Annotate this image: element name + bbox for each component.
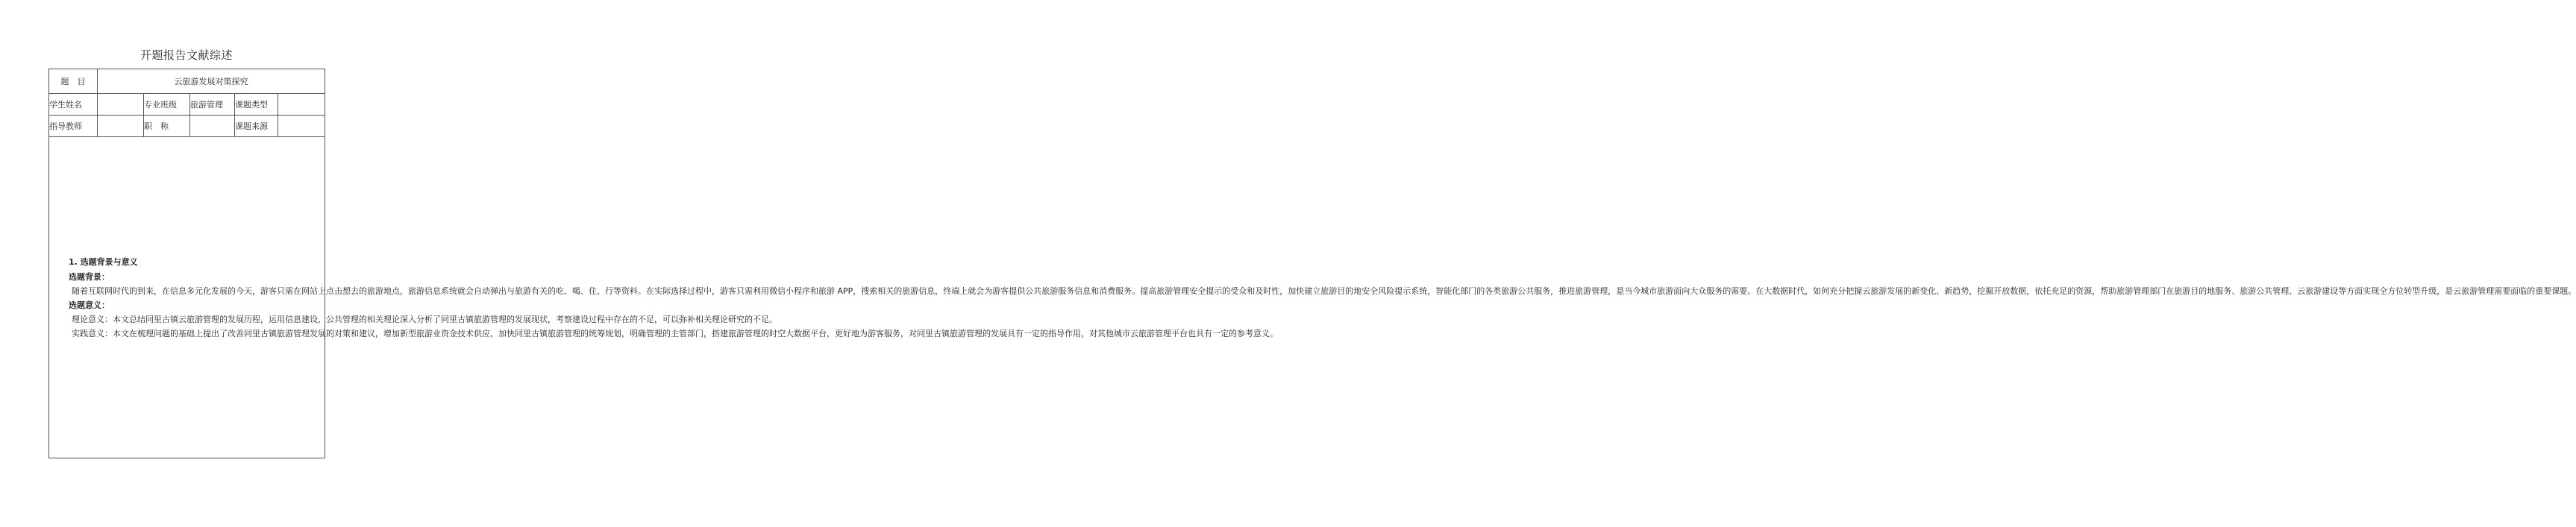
row-topic: [49, 69, 325, 94]
topic-value: 云旅游发展对策探究: [98, 69, 325, 94]
title-value: [190, 116, 235, 137]
major-label: 专业班级: [144, 94, 190, 116]
row-advisor: [49, 116, 325, 137]
body-cell: [49, 137, 2576, 458]
advisor-value: [98, 116, 144, 137]
document-title: 开题报告文献综述: [140, 48, 233, 62]
row-student: [49, 94, 325, 116]
major-value: 旅游管理: [190, 94, 235, 116]
student-name-value: [98, 94, 144, 116]
body-content: [49, 253, 2576, 341]
student-name-label: 学生姓名: [49, 94, 98, 116]
topic-label: 题 目: [49, 69, 98, 94]
subject-type-value: [278, 94, 325, 116]
subject-source-label: 课题来源: [235, 116, 278, 137]
advisor-label: 指导教师: [49, 116, 98, 137]
section-heading: 1. 选题背景与意义: [69, 257, 138, 268]
subject-source-value: [278, 116, 325, 137]
proposal-form-table: [48, 69, 2576, 458]
theory-paragraph: 理论意义：本文总结同里古镇云旅游管理的发展历程，运用信息建设，公共管理的相关理论深入分析了同里古镇旅游管理的发展现状，考察建设过程中存在的不足，可以弥补相关理论研究的不足。: [72, 315, 777, 325]
background-heading: 选题背景：: [69, 271, 110, 282]
practice-paragraph: 实践意义：本文在梳理问题的基础上提出了改善同里古镇旅游管理发展的对策和建议，增加新型旅游业资金技术供应，加快同里古镇旅游管理的统筹规划，明确管理的主管部门，搭建旅游管理的时空大数据平台，更好地为游客服务，对同里古镇旅游管理的发展具有一定的指导作用，对其他城市云旅游管理平台也具有一定的参考意义。: [72, 329, 1278, 339]
subject-type-label: 课题类型: [235, 94, 278, 116]
significance-heading: 选题意义：: [69, 300, 110, 310]
background-paragraph: 随着互联网时代的到来，在信息多元化发展的今天，游客只需在网站上点击想去的旅游地点，旅游信息系统就会自动弹出与旅游有关的吃、喝、住、行等资料。在实际选择过程中，游客只需利用微信小程序和旅游 APP，搜索相关的旅游信息，终端上就会为游客提供公共旅游服务信息和消费服务。提高旅游管理安全提示的受众和及时性，加快建立旅游目的地安全风险提示系统，智能化部门的各类旅游公共服务，推进旅游管理，是当今城市旅游面向大众服务的需要。在大数据时代，如何充分把握云旅游发展的新变化、新趋势，挖掘开放数据，依托充足的资源，帮助旅游管理部门在旅游目的地服务、旅游公共管理、云旅游建设等方面实现全方位转型升级，是云旅游管理需要面临的重要课题。: [72, 285, 2576, 296]
row-body: [49, 137, 325, 458]
title-label: 职 称: [144, 116, 190, 137]
